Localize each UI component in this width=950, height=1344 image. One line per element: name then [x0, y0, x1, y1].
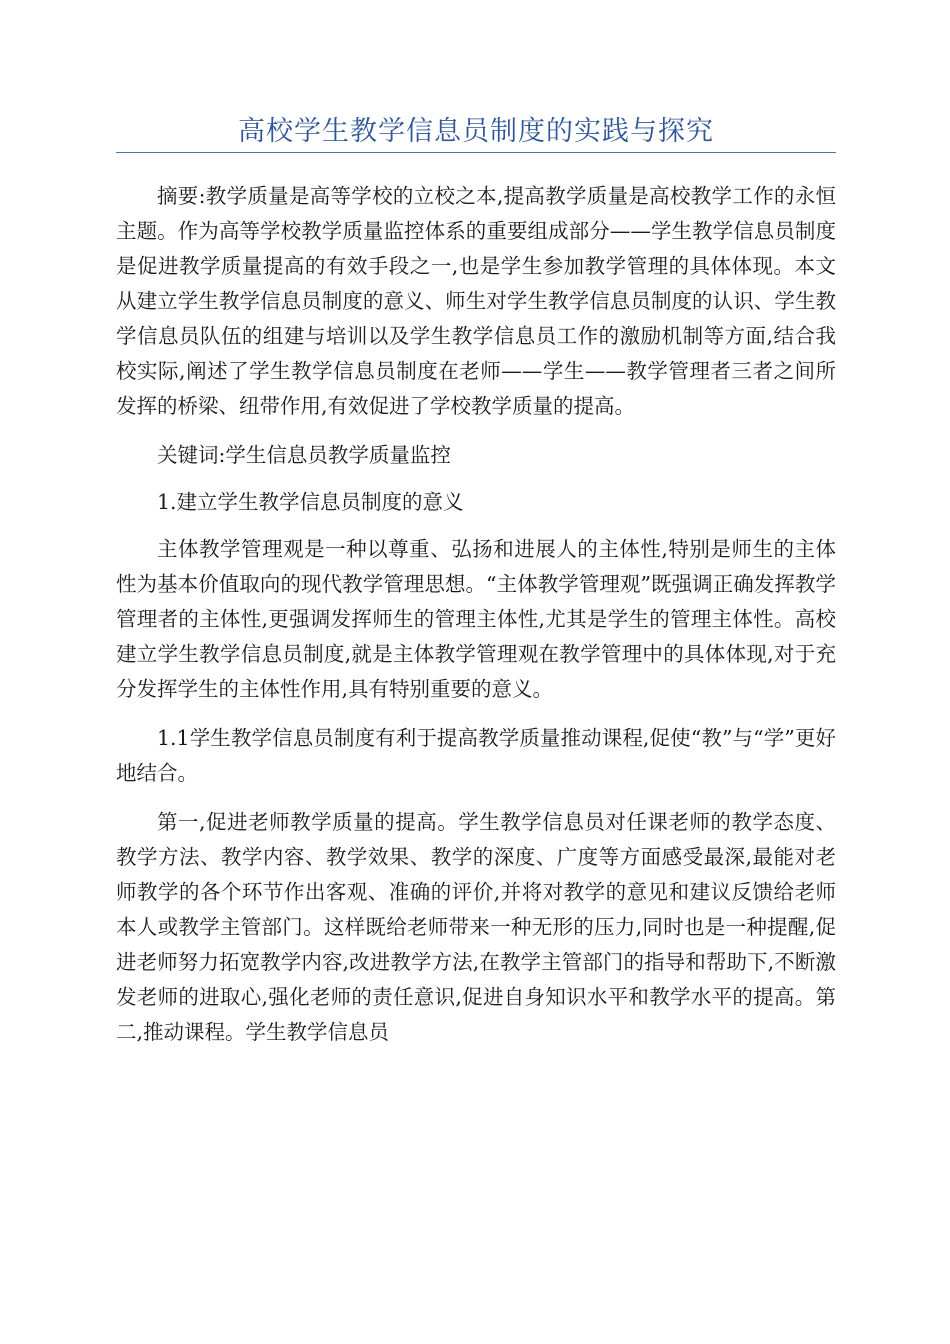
body-paragraph: 主体教学管理观是一种以尊重、弘扬和进展人的主体性,特别是师生的主体性为基本价值取向的现代教学管理思想。“主体教学管理观”既强调正确发挥教学管理者的主体性,更强调发挥师生的管理主体性,尤其是学生的管理主体性。高校建立学生教学信息员制度,就是主体教学管理观在教学管理中的具体体现,对于充分发挥学生的主体性作用,具有特别重要的意义。 — [116, 537, 836, 701]
subsection-heading-1-1: 1.1学生教学信息员制度有利于提高教学质量推动课程,促使“教”与“学”更好地结合。 — [116, 726, 836, 785]
document-body — [116, 112, 836, 1064]
keywords-paragraph: 关键词:学生信息员教学质量监控 — [157, 443, 451, 467]
abstract-paragraph: 摘要:教学质量是高等学校的立校之本,提高教学质量是高校教学工作的永恒主题。作为高等学校教学质量监控体系的重要组成部分——学生教学信息员制度是促进教学质量提高的有效手段之一,也是学生参加教学管理的具体体现。本文从建立学生教学信息员制度的意义、师生对学生教学信息员制度的认识、学生教学信息员队伍的组建与培训以及学生教学信息员工作的激励机制等方面,结合我校实际,阐述了学生教学信息员制度在老师——学生——教学管理者三者之间所发挥的桥梁、纽带作用,有效促进了学校教学质量的提高。 — [116, 184, 836, 418]
title-underline — [116, 152, 836, 153]
document-title: 高校学生教学信息员制度的实践与探究 — [238, 116, 714, 147]
body-paragraph: 第一,促进老师教学质量的提高。学生教学信息员对任课老师的教学态度、教学方法、教学内容、教学效果、教学的深度、广度等方面感受最深,最能对老师教学的各个环节作出客观、准确的评价,并将对教学的意见和建议反馈给老师本人或教学主管部门。这样既给老师带来一种无形的压力,同时也是一种提醒,促进老师努力拓宽教学内容,改进教学方法,在教学主管部门的指导和帮助下,不断激发老师的进取心,强化老师的责任意识,促进自身知识水平和教学水平的提高。第二,推动课程。学生教学信息员 — [116, 810, 836, 1044]
section-heading-1: 1.建立学生教学信息员制度的意义 — [157, 490, 464, 514]
